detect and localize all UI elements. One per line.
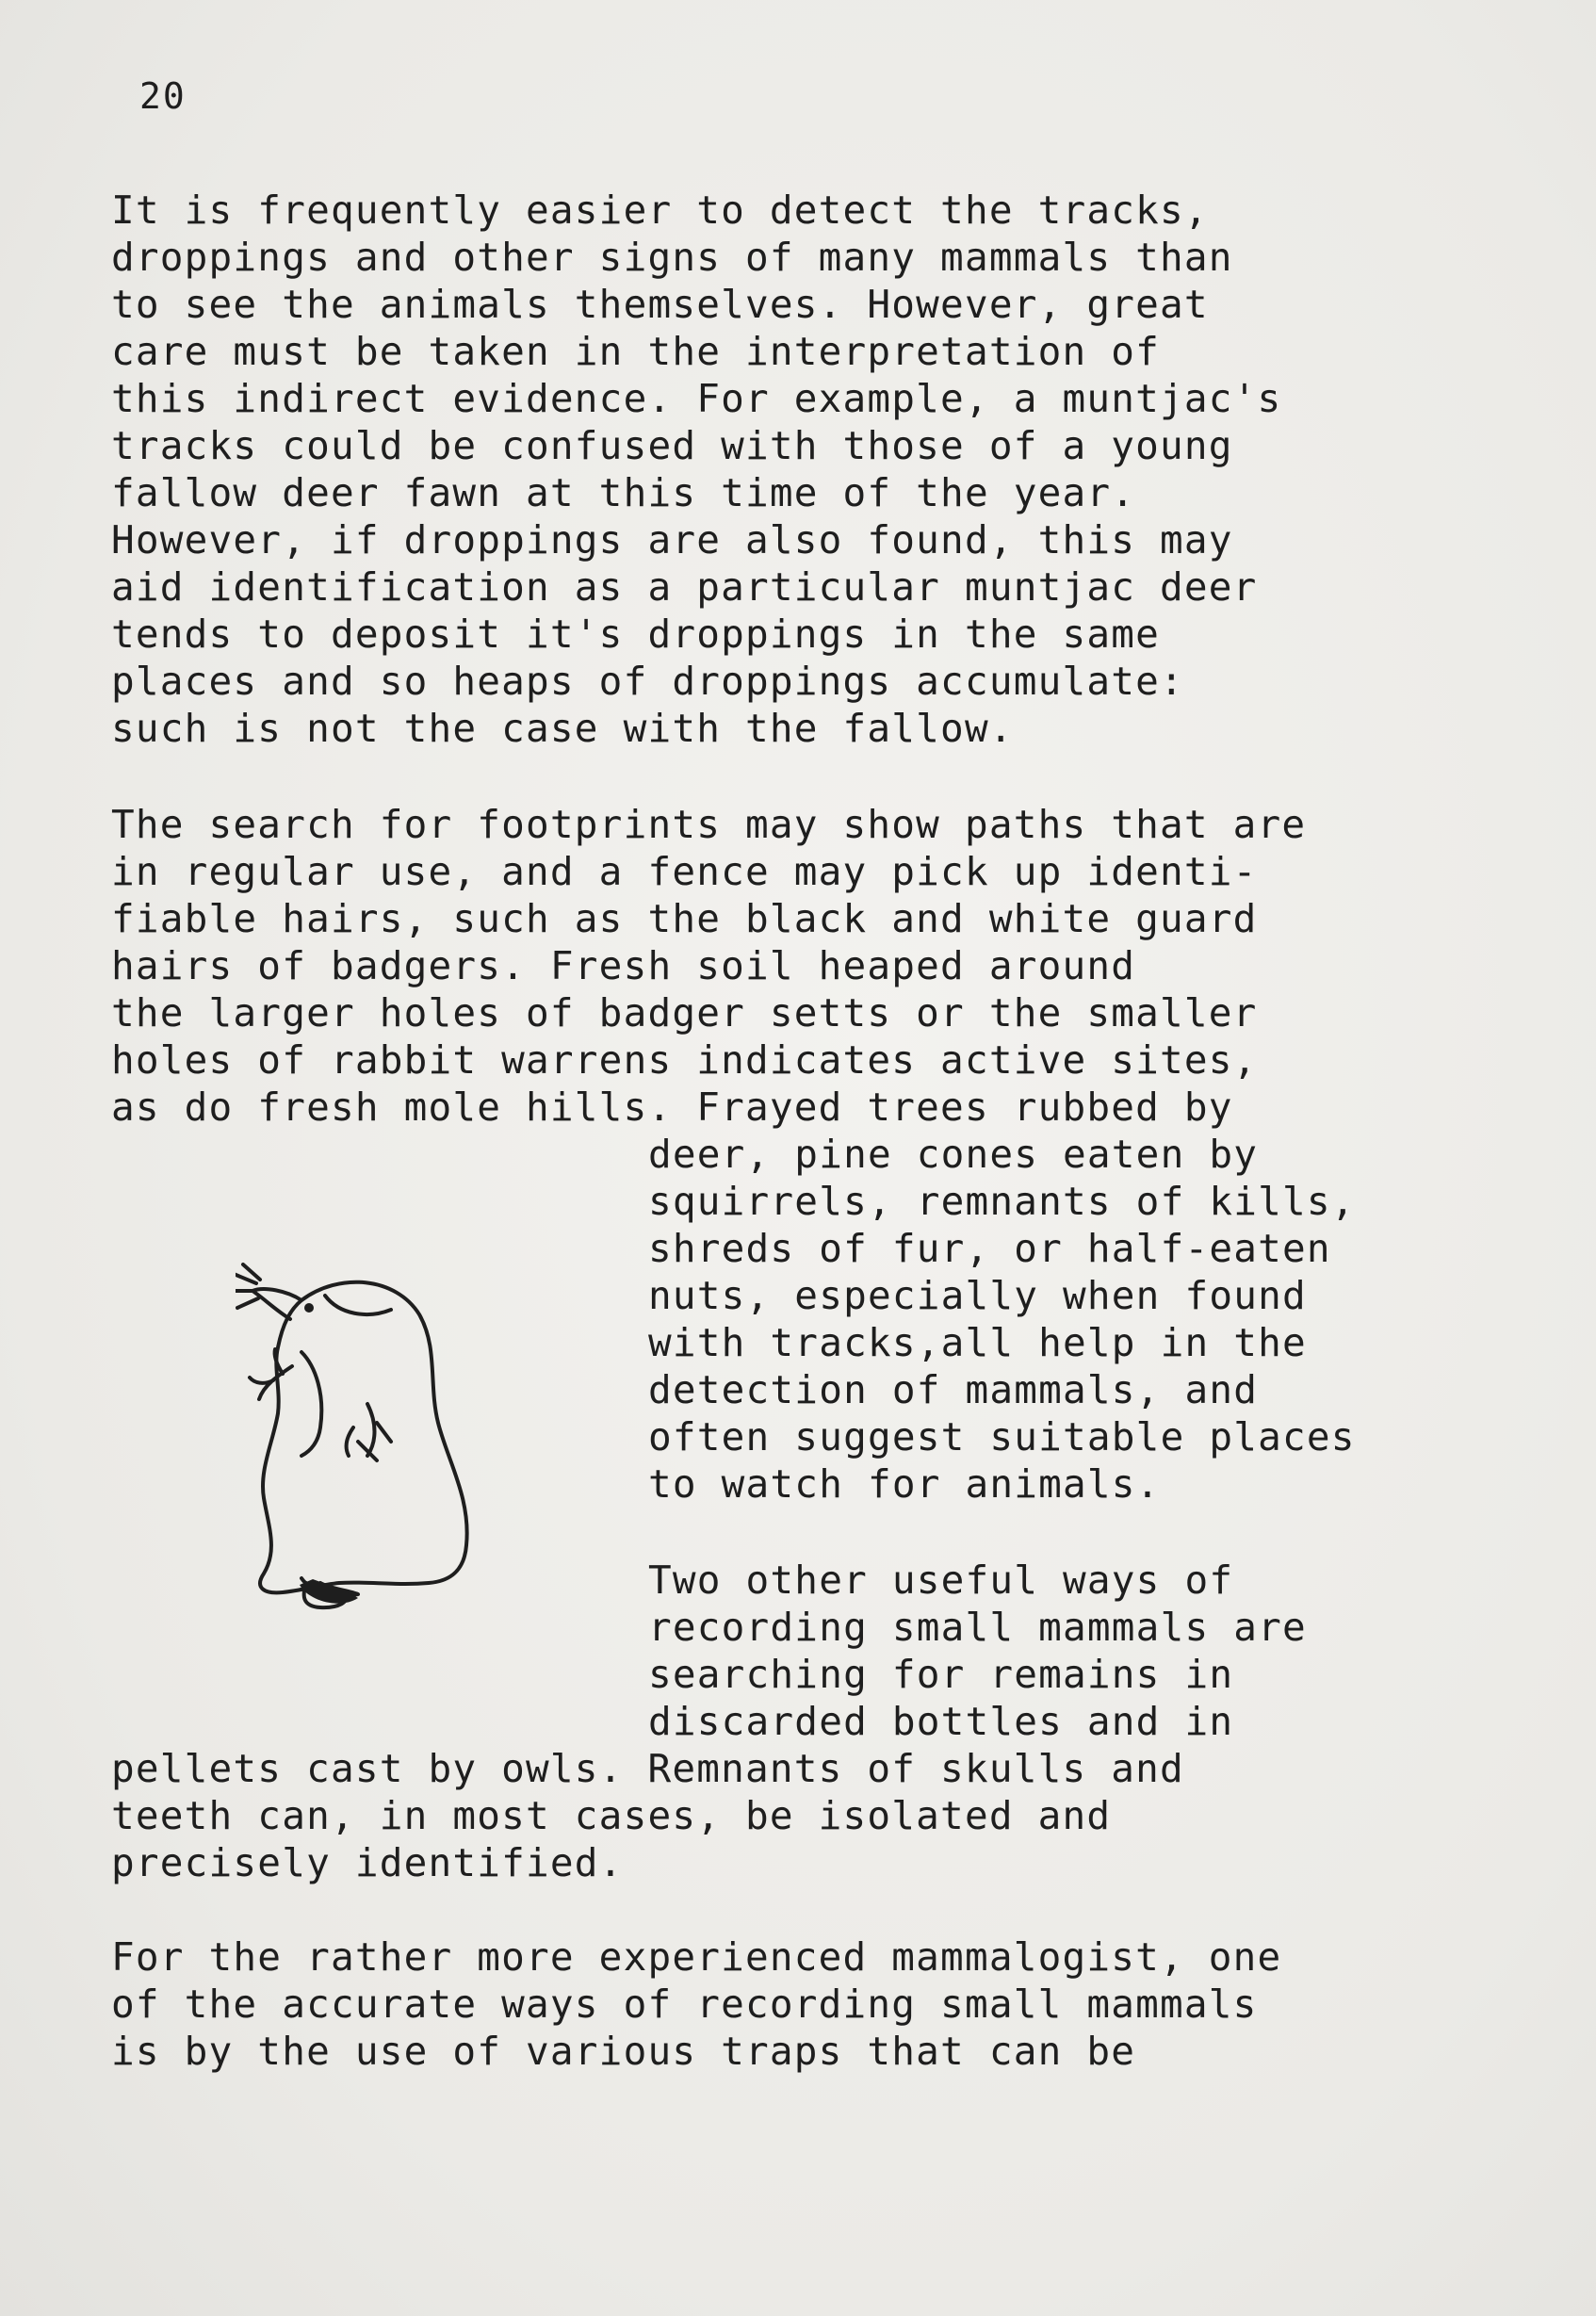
text-line: places and so heaps of droppings accumulate:: [111, 659, 1184, 704]
text-line: to see the animals themselves. However, great: [111, 282, 1209, 327]
mole-on-hind-legs-illustration: [236, 1263, 480, 1611]
text-line: However, if droppings are also found, this may: [111, 517, 1233, 563]
text-line: is by the use of various traps that can be: [111, 2029, 1136, 2074]
text-line: shreds of fur, or half-eaten: [648, 1226, 1331, 1271]
text-line: detection of mammals, and: [648, 1367, 1259, 1412]
text-line: For the rather more experienced mammalogist, one: [111, 1934, 1282, 1980]
text-line: care must be taken in the interpretation of: [111, 329, 1161, 374]
text-line: deer, pine cones eaten by: [648, 1132, 1259, 1177]
text-line: hairs of badgers. Fresh soil heaped around: [111, 943, 1136, 988]
text-line: discarded bottles and in: [648, 1699, 1234, 1744]
text-line: with tracks,all help in the: [648, 1320, 1307, 1365]
text-line: aid identification as a particular muntjac deer: [111, 564, 1258, 610]
text-line: of the accurate ways of recording small mammals: [111, 1982, 1258, 2027]
text-line: tends to deposit it's droppings in the same: [111, 612, 1161, 657]
text-line: in regular use, and a fence may pick up identi-: [111, 849, 1258, 894]
text-line: tracks could be confused with those of a young: [111, 423, 1233, 468]
text-line: fallow deer fawn at this time of the year.: [111, 470, 1136, 515]
text-line: droppings and other signs of many mammals than: [111, 235, 1233, 280]
text-line: such is not the case with the fallow.: [111, 706, 1014, 751]
text-line: holes of rabbit warrens indicates active sites,: [111, 1037, 1258, 1083]
text-line: recording small mammals are: [648, 1605, 1307, 1650]
text-line: Two other useful ways of: [648, 1558, 1234, 1603]
text-line: the larger holes of badger setts or the smaller: [111, 990, 1258, 1036]
text-line: this indirect evidence. For example, a muntjac's: [111, 376, 1282, 421]
page-number: 20: [139, 75, 187, 117]
text-line: searching for remains in: [648, 1652, 1234, 1697]
text-line: to watch for animals.: [648, 1461, 1161, 1507]
text-line: squirrels, remnants of kills,: [648, 1179, 1356, 1224]
text-line: as do fresh mole hills. Frayed trees rubbed by: [111, 1085, 1233, 1130]
text-line: often suggest suitable places: [648, 1414, 1356, 1460]
text-line: fiable hairs, such as the black and white guard: [111, 896, 1258, 941]
text-line: pellets cast by owls. Remnants of skulls and: [111, 1746, 1184, 1791]
text-line: It is frequently easier to detect the tracks,: [111, 188, 1209, 233]
text-line: precisely identified.: [111, 1840, 624, 1885]
text-line: The search for footprints may show paths that are: [111, 802, 1307, 847]
text-line: nuts, especially when found: [648, 1273, 1307, 1318]
text-line: teeth can, in most cases, be isolated and: [111, 1793, 1112, 1838]
